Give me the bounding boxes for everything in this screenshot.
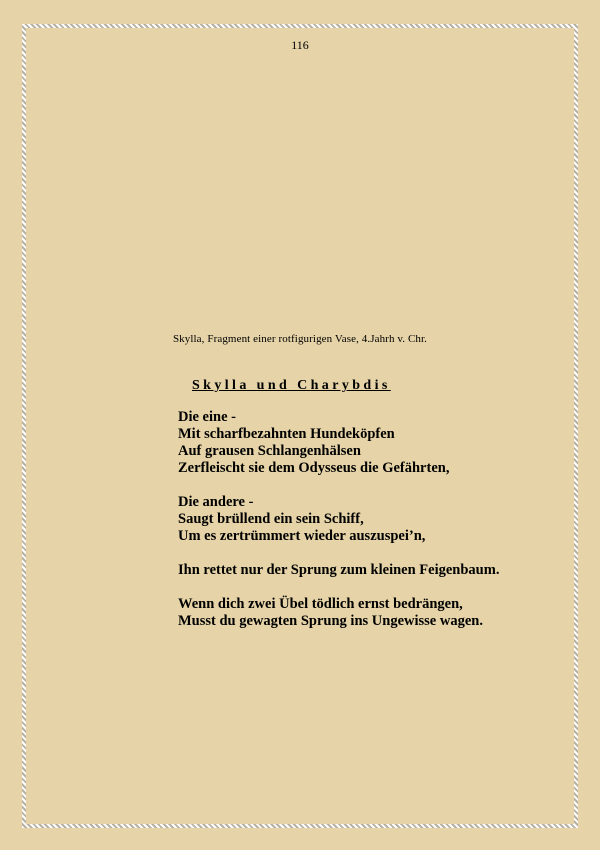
poem-line: Wenn dich zwei Übel tödlich ernst bedrängen, <box>178 596 463 612</box>
poem-line: Ihn rettet nur der Sprung zum kleinen Feigenbaum. <box>178 562 500 578</box>
poem-line: Auf grausen Schlangenhälsen <box>178 443 361 459</box>
poem-line: Um es zertrümmert wieder auszuspei’n, <box>178 528 426 544</box>
image-caption: Skylla, Fragment einer rotfigurigen Vase, 4.Jahrh v. Chr. <box>172 333 428 345</box>
poem-body <box>178 409 499 647</box>
page-number: 116 <box>291 38 309 52</box>
stanza-2 <box>178 494 499 545</box>
stanza-4 <box>178 596 499 630</box>
stanza-3 <box>178 562 499 579</box>
stanza-1 <box>178 409 499 477</box>
poem-line: Mit scharfbezahnten Hundeköpfen <box>178 426 395 442</box>
poem-line: Die eine - <box>178 409 236 425</box>
poem-line: Die andere - <box>178 494 254 510</box>
poem-line: Musst du gewagten Sprung ins Ungewisse wagen. <box>178 613 483 629</box>
poem-title: Skylla und Charybdis <box>192 378 391 393</box>
vase-image-area <box>150 70 450 320</box>
poem-line: Zerfleischt sie dem Odysseus die Gefährten, <box>178 460 450 476</box>
poem-line: Saugt brüllend ein sein Schiff, <box>178 511 364 527</box>
